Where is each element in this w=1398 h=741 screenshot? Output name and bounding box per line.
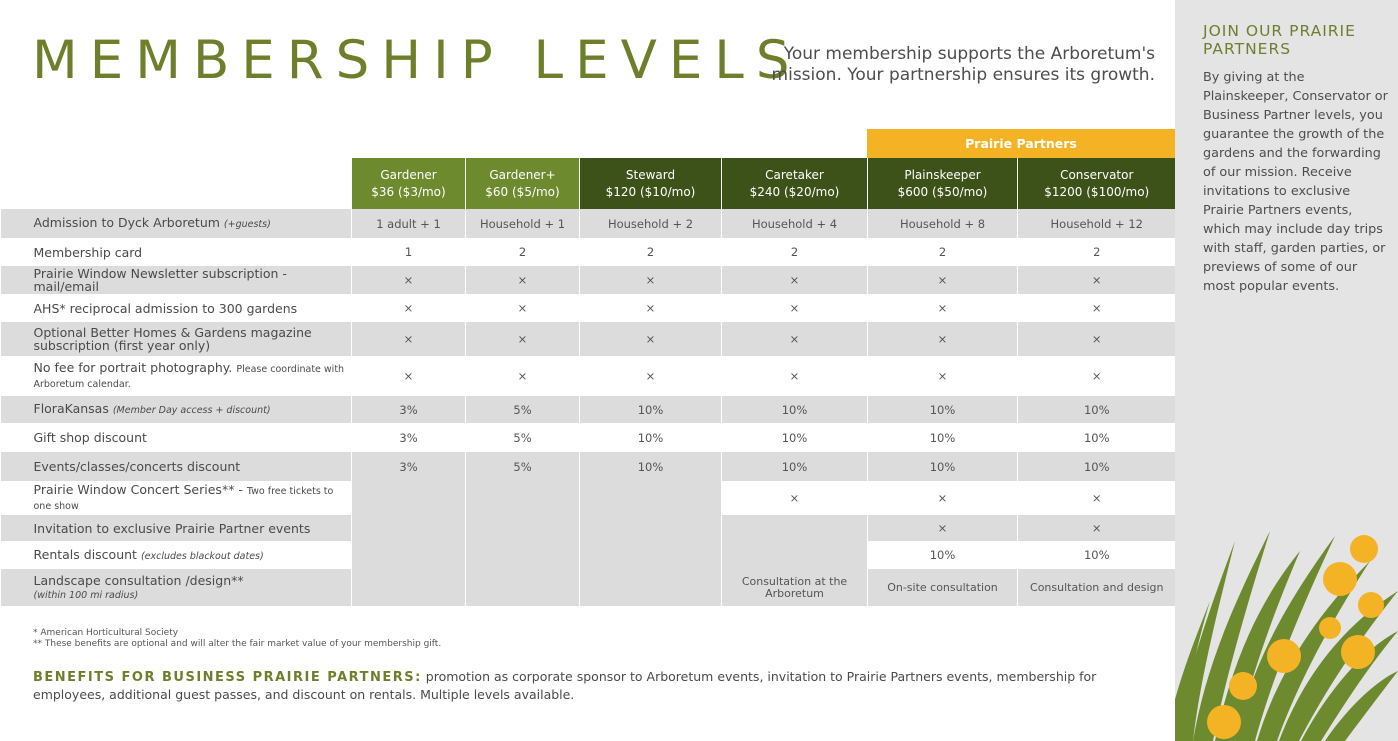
benefit-value (352, 541, 466, 569)
benefit-value: 10% (1018, 396, 1176, 423)
level-name: Gardener+ (489, 167, 556, 182)
level-name: Gardener (380, 167, 437, 182)
benefit-value: 2 (722, 238, 868, 266)
footnote-optional: ** These benefits are optional and will alter the fair market value of your membership gift. (33, 639, 442, 649)
grass-illustration (1175, 511, 1398, 741)
level-header-plainskeeper (868, 158, 1018, 209)
level-header-gardener-plus (466, 158, 580, 209)
benefit-row (1, 515, 1176, 541)
benefit-value: Household + 12 (1018, 209, 1176, 238)
benefit-row (1, 356, 1176, 396)
benefit-value: 5% (466, 396, 580, 423)
benefit-value (466, 569, 580, 606)
level-price: $120 ($10/mo) (605, 184, 696, 199)
benefit-label-cell (1, 541, 352, 569)
benefit-row (1, 452, 1176, 481)
footnotes (33, 628, 441, 650)
benefit-label-cell (1, 569, 352, 606)
benefit-value: 1 adult + 1 (352, 209, 466, 238)
benefit-note: Please coordinate with Arboretum calendar. (33, 364, 345, 390)
benefit-value: × (580, 356, 722, 396)
benefit-value: 10% (1018, 423, 1176, 452)
benefit-value: 10% (580, 452, 722, 481)
benefit-label: Membership card (33, 244, 143, 260)
benefit-label: Prairie Window Concert Series** - (33, 482, 243, 497)
level-price: $60 ($5/mo) (485, 184, 560, 199)
benefit-value: 3% (352, 452, 466, 481)
benefit-row (1, 481, 1176, 515)
benefit-value (352, 569, 466, 606)
benefit-value: × (1018, 356, 1176, 396)
benefit-value: × (868, 266, 1018, 294)
benefit-row (1, 294, 1176, 322)
benefit-label: AHS* reciprocal admission to 300 gardens (33, 300, 298, 316)
benefit-value: × (466, 266, 580, 294)
benefit-value: 10% (722, 396, 868, 423)
benefit-label: No fee for portrait photography. (33, 360, 233, 375)
benefit-value: 5% (466, 452, 580, 481)
levels-header-row (1, 158, 1176, 209)
benefit-value: 3% (352, 396, 466, 423)
benefit-value: × (722, 481, 868, 515)
benefit-value: 3% (352, 423, 466, 452)
level-header-steward (580, 158, 722, 209)
membership-table (0, 158, 1176, 606)
benefit-value: 10% (868, 541, 1018, 569)
benefit-value: × (352, 266, 466, 294)
benefit-value: × (580, 322, 722, 356)
benefit-label: Events/classes/concerts discount (33, 459, 241, 474)
benefit-value: Household + 2 (580, 209, 722, 238)
page-title: MEMBERSHIP LEVELS (32, 30, 802, 91)
benefit-value: 10% (722, 423, 868, 452)
level-name: Plainskeeper (904, 167, 981, 182)
benefit-value: × (352, 322, 466, 356)
benefit-value: × (1018, 266, 1176, 294)
benefit-label-cell (1, 294, 352, 322)
level-header-conservator (1018, 158, 1176, 209)
benefit-value (722, 515, 868, 541)
benefit-label-cell (1, 209, 352, 238)
level-price: $1200 ($100/mo) (1044, 184, 1150, 199)
benefit-row (1, 396, 1176, 423)
benefit-label-cell (1, 266, 352, 294)
benefit-value: × (1018, 294, 1176, 322)
level-price: $36 ($3/mo) (371, 184, 446, 199)
level-header-caretaker (722, 158, 868, 209)
benefit-value: × (352, 356, 466, 396)
benefit-row (1, 423, 1176, 452)
prairie-partners-header: Prairie Partners (867, 129, 1175, 158)
benefit-value (580, 569, 722, 606)
benefit-value: 10% (580, 396, 722, 423)
benefit-value (352, 515, 466, 541)
benefit-value (580, 541, 722, 569)
benefit-note: Two free tickets to one show (33, 486, 334, 512)
benefit-value (722, 541, 868, 569)
benefit-label: Prairie Window Newsletter subscription - mail/email (33, 266, 287, 294)
benefit-row (1, 541, 1176, 569)
benefit-row (1, 209, 1176, 238)
benefit-row (1, 569, 1176, 606)
benefit-label: Optional Better Homes & Gardens magazine subscription (first year only) (33, 325, 312, 353)
benefit-value: Household + 4 (722, 209, 868, 238)
benefit-value (466, 541, 580, 569)
benefit-value: 5% (466, 423, 580, 452)
benefit-label-cell (1, 481, 352, 515)
benefit-row (1, 322, 1176, 356)
benefit-value: × (466, 322, 580, 356)
benefit-value: Consultation and design (1018, 569, 1176, 606)
benefit-row (1, 238, 1176, 266)
level-header-gardener (352, 158, 466, 209)
benefit-value: × (722, 294, 868, 322)
business-benefits-lead: BENEFITS FOR BUSINESS PRAIRIE PARTNERS: (33, 670, 422, 685)
benefit-value: × (868, 515, 1018, 541)
benefit-value: × (868, 322, 1018, 356)
business-benefits (33, 668, 1153, 703)
benefit-note: (excludes blackout dates) (140, 550, 264, 562)
benefit-label-cell (1, 452, 352, 481)
benefit-value: × (1018, 515, 1176, 541)
benefit-value (466, 515, 580, 541)
benefit-value: 10% (868, 452, 1018, 481)
benefit-note: (within 100 mi radius) (33, 589, 139, 601)
level-price: $240 ($20/mo) (749, 184, 840, 199)
benefit-value: × (352, 294, 466, 322)
tagline-line-2: mission. Your partnership ensures its growth. (771, 65, 1155, 85)
benefit-label: Landscape consultation /design** (33, 572, 244, 588)
benefit-value: × (868, 294, 1018, 322)
benefit-value: 10% (1018, 452, 1176, 481)
benefit-value: On-site consultation (868, 569, 1018, 606)
benefit-value: 1 (352, 238, 466, 266)
benefit-value: 2 (868, 238, 1018, 266)
benefit-value: 10% (580, 423, 722, 452)
benefit-value: × (466, 356, 580, 396)
benefit-value: Household + 1 (466, 209, 580, 238)
benefit-value: 2 (466, 238, 580, 266)
benefit-value (580, 481, 722, 515)
benefit-value: Household + 8 (868, 209, 1018, 238)
benefit-value: × (722, 356, 868, 396)
benefit-value: × (722, 322, 868, 356)
benefit-value: × (722, 266, 868, 294)
footnote-ahs: * American Horticultural Society (33, 628, 179, 638)
benefit-label: Rentals discount (33, 546, 137, 562)
benefit-value: Consultation at the Arboretum (722, 569, 868, 606)
benefit-value: 10% (722, 452, 868, 481)
benefit-value: 2 (1018, 238, 1176, 266)
benefit-label: Invitation to exclusive Prairie Partner events (33, 520, 311, 536)
tagline (760, 44, 1155, 86)
benefit-value: 10% (868, 423, 1018, 452)
benefit-value (352, 481, 466, 515)
benefit-note: (Member Day access + discount) (112, 405, 271, 416)
level-name: Steward (625, 167, 676, 182)
header-blank-cell (1, 158, 352, 209)
level-name: Conservator (1060, 167, 1134, 182)
benefit-label-cell (1, 515, 352, 541)
benefit-label-cell (1, 238, 352, 266)
level-price: $600 ($50/mo) (897, 184, 988, 199)
benefit-value: × (1018, 322, 1176, 356)
benefit-label-cell (1, 423, 352, 452)
benefit-value: × (466, 294, 580, 322)
tagline-line-1: Your membership supports the Arboretum's (783, 44, 1155, 64)
benefit-label-cell (1, 322, 352, 356)
benefit-label-cell (1, 356, 352, 396)
benefit-value: 10% (1018, 541, 1176, 569)
level-name: Caretaker (765, 167, 824, 182)
benefit-label: Gift shop discount (33, 430, 147, 445)
benefit-note: (+guests) (223, 219, 271, 230)
benefit-value: × (580, 266, 722, 294)
benefit-value: 2 (580, 238, 722, 266)
benefit-value: × (580, 294, 722, 322)
benefit-value (466, 481, 580, 515)
business-benefits-text: promotion as corporate sponsor to Arboretum events, invitation to Prairie Partners events, membership for employees, additional guest passes, and discount on rentals. Multiple levels available. (33, 669, 1097, 702)
benefits-table-body (1, 209, 1176, 606)
benefit-label-cell (1, 396, 352, 423)
benefit-value: × (1018, 481, 1176, 515)
benefit-value: 10% (868, 396, 1018, 423)
benefit-value: × (868, 481, 1018, 515)
sidebar-prairie-partners (1175, 0, 1398, 741)
benefit-label: Admission to Dyck Arboretum (33, 215, 220, 230)
benefit-label: FloraKansas (33, 401, 109, 416)
benefit-row (1, 266, 1176, 294)
benefit-value: × (868, 356, 1018, 396)
benefit-value (580, 515, 722, 541)
sidebar-body: By giving at the Plainskeeper, Conservator or Business Partner levels, you guarantee the growth of the gardens and the forwarding of our mission. Receive invitations to exclusive Prairie Partners events, which may include day trips with staff, garden parties, or previews of some of our most popular events. (1203, 70, 1388, 294)
sidebar-heading: JOIN OUR PRAIRIE PARTNERS (1203, 22, 1356, 58)
